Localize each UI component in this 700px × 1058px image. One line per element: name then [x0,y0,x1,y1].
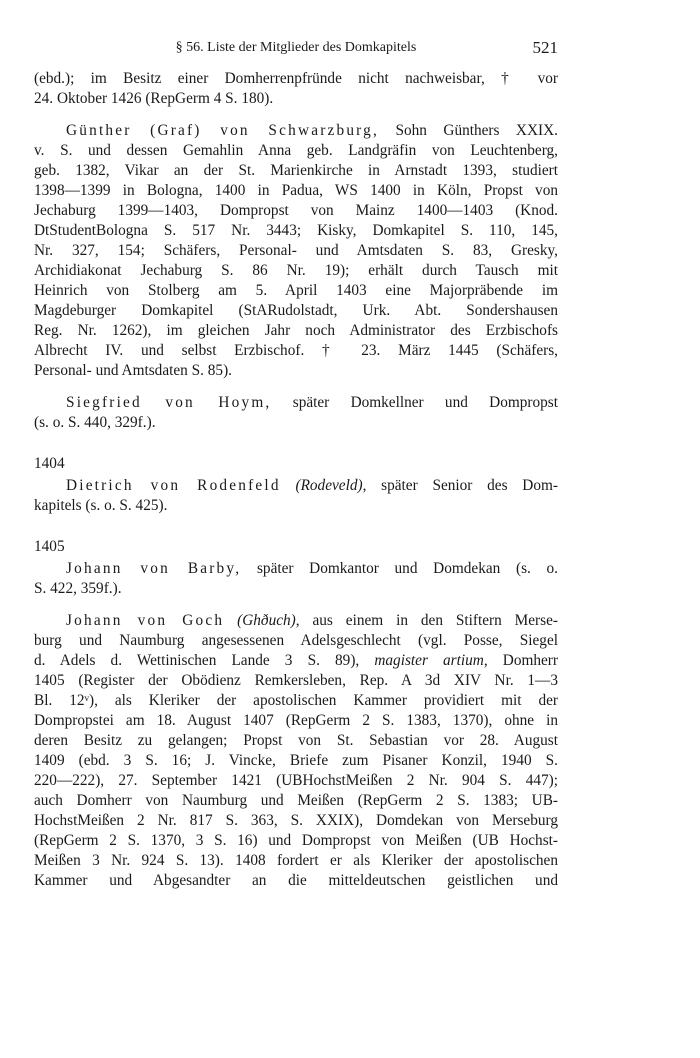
text-line: Jechaburg 1399—1403, Dompropst von Mainz 1400—1403 (Knod. [34,202,558,219]
name-variant: (Ghðuch) [237,611,296,629]
text-line: (RepGerm 2 S. 1370, 3 S. 16) und Dompropst von Meißen (UB Hochst- [34,831,558,849]
page-number: 521 [532,38,558,57]
text-fragment: d. Adels d. Wettinischen Lande 3 S. 89), [34,651,375,669]
text-fragment: , aus einem in den Stiftern Merse- [295,611,558,629]
entry-name: Johann von Barby, [66,559,242,577]
text-line: kapitels (s. o. S. 425). [34,496,168,514]
text-fragment: später Domkantor und Domdekan (s. o. [241,559,558,577]
entry-dietrich-von-rodenfeld [34,476,558,516]
text-line: 1409 (ebd. 3 S. 16; J. Vincke, Briefe zum Pisaner Konzil, 1940 S. [34,751,558,769]
page-body [34,69,558,903]
text-line: Bl. 12ᵛ), als Kleriker der apostolischen Kammer providiert mit der [34,691,558,709]
text-line: burg und Naumburg angesessenen Adelsgeschlecht (vgl. Posse, Siegel [34,631,558,649]
text-line: 24. Oktober 1426 (RepGerm 4 S. 180). [34,90,274,107]
text-line: Meißen 3 Nr. 924 S. 13). 1408 fordert er als Kleriker der apostolischen [34,851,558,869]
text-line [34,611,558,631]
text-line [34,651,558,671]
text-line: (s. o. S. 440, 329f.). [34,414,156,431]
text-line: S. 422, 359f.). [34,579,122,597]
text-fragment: , später Senior des Dom- [362,476,558,494]
text-line: geb. 1382, Vikar an der St. Marienkirche in Arnstadt 1393, studiert [34,162,558,179]
text-line [34,476,558,496]
text-line: Heinrich von Stolberg am 5. April 1403 eine Majorpräbende im [34,282,558,299]
text-fragment: später Domkellner und Dompropst [271,394,558,411]
text-line: 1398—1399 in Bologna, 1400 in Padua, WS 1400 in Köln, Propst von [34,182,558,199]
year-heading: 1405 [34,537,65,555]
text-line [34,393,558,413]
entry-siegfried-von-hoym [34,393,558,433]
text-line: deren Besitz zu gelangen; Propst von St. Sebastian vor 28. August [34,731,558,749]
entry-johann-von-barby [34,559,558,599]
text-line: Personal- und Amtsdaten S. 85). [34,362,232,379]
text-line: Kammer und Abgesandter an die mitteldeutschen geistlichen und [34,871,558,889]
entry-name: Günther (Graf) von Schwarzburg, [66,122,380,139]
entry-name: Dietrich von Rodenfeld [66,476,281,494]
entry-name: Siegfried von Hoym, [66,394,272,411]
text-line: 220—222), 27. September 1421 (UBHochstMeißen 2 Nr. 904 S. 447); [34,771,558,789]
italic-phrase: magister artium [374,651,484,669]
text-line: Magdeburger Domkapitel (StARudolstadt, Urk. Abt. Sondershausen [34,302,558,319]
running-head [34,38,558,60]
entry-continuation [34,69,558,109]
text-line: DtStudentBologna S. 517 Nr. 3443; Kisky, Domkapitel S. 110, 145, [34,222,558,239]
text-line: 1405 (Register der Obödienz Remkersleben, Rep. A 3d XIV Nr. 1—3 [34,671,558,689]
entry-name: Johann von Goch [66,611,225,629]
text-line: auch Domherr von Naumburg und Meißen (RepGerm 2 S. 1383; UB- [34,791,558,809]
text-line: Reg. Nr. 1262), im gleichen Jahr noch Administrator des Erzbischofs [34,322,558,339]
text-line: (ebd.); im Besitz einer Domherrenpfründe nicht nachweisbar, † vor [34,70,558,87]
text-fragment: Sohn Günthers XXIX. [379,122,558,139]
text-line [34,121,558,141]
text-line: Nr. 327, 154; Schäfers, Personal- und Amtsdaten S. 83, Gresky, [34,242,558,259]
text-line: v. S. und dessen Gemahlin Anna geb. Landgräfin von Leuchtenberg, [34,142,558,159]
text-line: HochstMeißen 2 Nr. 817 S. 363, S. XXIX), Domdekan von Merseburg [34,811,558,829]
text-line: Albrecht IV. und selbst Erzbischof. † 23. März 1445 (Schäfers, [34,342,558,359]
entry-guenther-von-schwarzburg [34,121,558,381]
year-heading: 1404 [34,455,65,472]
text-line [34,559,558,579]
running-head-title: § 56. Liste der Mitglieder des Domkapitels [175,40,417,55]
entry-johann-von-goch [34,611,558,891]
text-line: Archidiakonat Jechaburg S. 86 Nr. 19); erhält durch Tausch mit [34,262,558,279]
name-variant: (Rodeveld) [295,476,363,494]
text-line: Dompropstei am 18. August 1407 (RepGerm 2 S. 1383, 1370), ohne in [34,711,558,729]
text-fragment: , Domherr [483,651,558,669]
